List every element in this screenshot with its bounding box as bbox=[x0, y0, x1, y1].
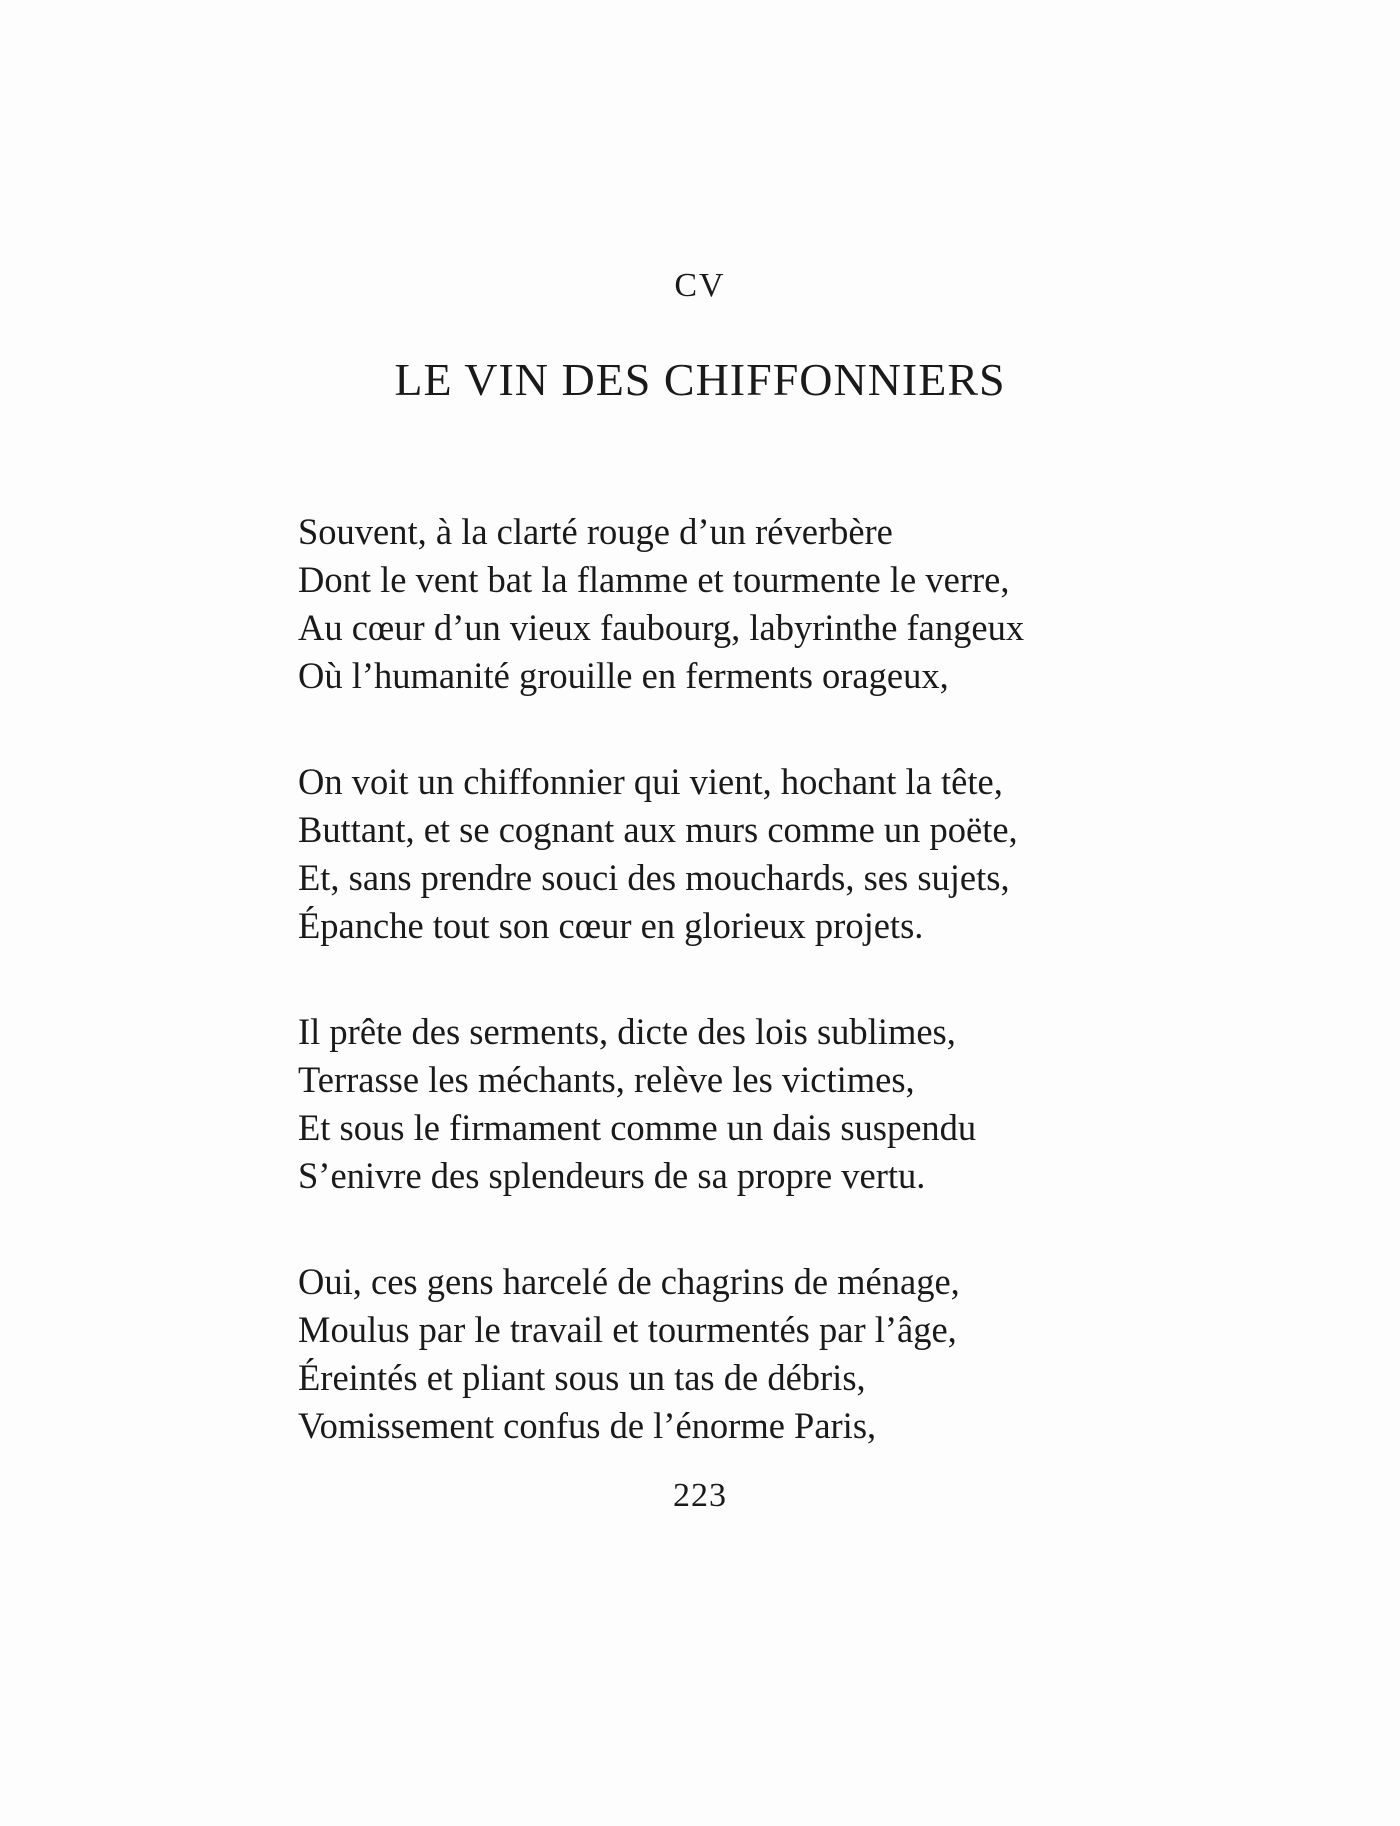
stanza bbox=[298, 1008, 1178, 1200]
poem-title: LE VIN DES CHIFFONNIERS bbox=[394, 354, 1006, 405]
verse-line: Buttant, et se cognant aux murs comme un poëte, bbox=[298, 809, 1018, 850]
poem-body bbox=[298, 508, 1178, 1508]
verse-line: Souvent, à la clarté rouge d’un réverbère bbox=[298, 511, 893, 552]
verse-line: Oui, ces gens harcelé de chagrins de ménage, bbox=[298, 1261, 960, 1302]
verse-line: Éreintés et pliant sous un tas de débris, bbox=[298, 1357, 866, 1398]
verse-line: Et, sans prendre souci des mouchards, ses sujets, bbox=[298, 857, 1010, 898]
verse-line: On voit un chiffonnier qui vient, hochant la tête, bbox=[298, 761, 1003, 802]
verse-line: Terrasse les méchants, relève les victimes, bbox=[298, 1059, 915, 1100]
verse-line: Au cœur d’un vieux faubourg, labyrinthe fangeux bbox=[298, 607, 1025, 648]
stanza bbox=[298, 758, 1178, 950]
verse-line: Moulus par le travail et tourmentés par l’âge, bbox=[298, 1309, 957, 1350]
page-number: 223 bbox=[673, 1477, 727, 1514]
verse-line: Dont le vent bat la flamme et tourmente le verre, bbox=[298, 559, 1010, 600]
verse-line: Où l’humanité grouille en ferments orageux, bbox=[298, 655, 949, 696]
verse-line: Il prête des serments, dicte des lois sublimes, bbox=[298, 1011, 956, 1052]
poem-number: CV bbox=[674, 267, 726, 304]
verse-line: Vomissement confus de l’énorme Paris, bbox=[298, 1405, 877, 1446]
verse-line: S’enivre des splendeurs de sa propre vertu. bbox=[298, 1155, 926, 1196]
stanza bbox=[298, 508, 1178, 700]
verse-line: Épanche tout son cœur en glorieux projets. bbox=[298, 905, 924, 946]
verse-line: Et sous le firmament comme un dais suspendu bbox=[298, 1107, 977, 1148]
stanza bbox=[298, 1258, 1178, 1450]
